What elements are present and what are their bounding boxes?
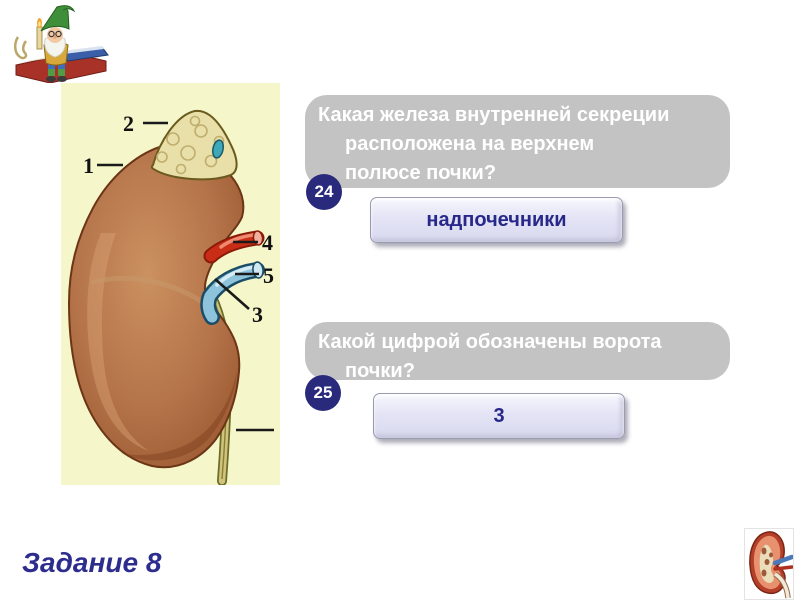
page-title: Задание 8 [22, 547, 162, 578]
kidney-section-logo-icon [744, 528, 794, 600]
gnome-clipart-icon [8, 3, 112, 83]
diagram-label-1: 1 [83, 153, 94, 178]
question-2-line-2: почки? [345, 360, 415, 382]
question-box-2 [305, 322, 730, 380]
question-box-1 [305, 95, 730, 188]
question-number-badge-24: 24 [306, 174, 342, 210]
question-1-line-2: расположена на верхнем [345, 133, 595, 155]
diagram-label-3: 3 [252, 302, 263, 327]
answer-button-1[interactable]: надпочечники [370, 197, 623, 243]
question-1-line-1: Какая железа внутренней секреции [318, 104, 670, 126]
diagram-label-4: 4 [262, 230, 273, 255]
question-1-line-3: полюсе почки? [345, 162, 497, 184]
question-2-line-1: Какой цифрой обозначены ворота [318, 331, 662, 353]
diagram-label-2: 2 [123, 111, 134, 136]
diagram-label-5: 5 [263, 263, 274, 288]
question-number-badge-25: 25 [305, 375, 341, 411]
kidney-diagram-panel [61, 83, 280, 485]
answer-button-2[interactable]: 3 [373, 393, 625, 439]
adrenal-gland-graphic [152, 111, 237, 180]
